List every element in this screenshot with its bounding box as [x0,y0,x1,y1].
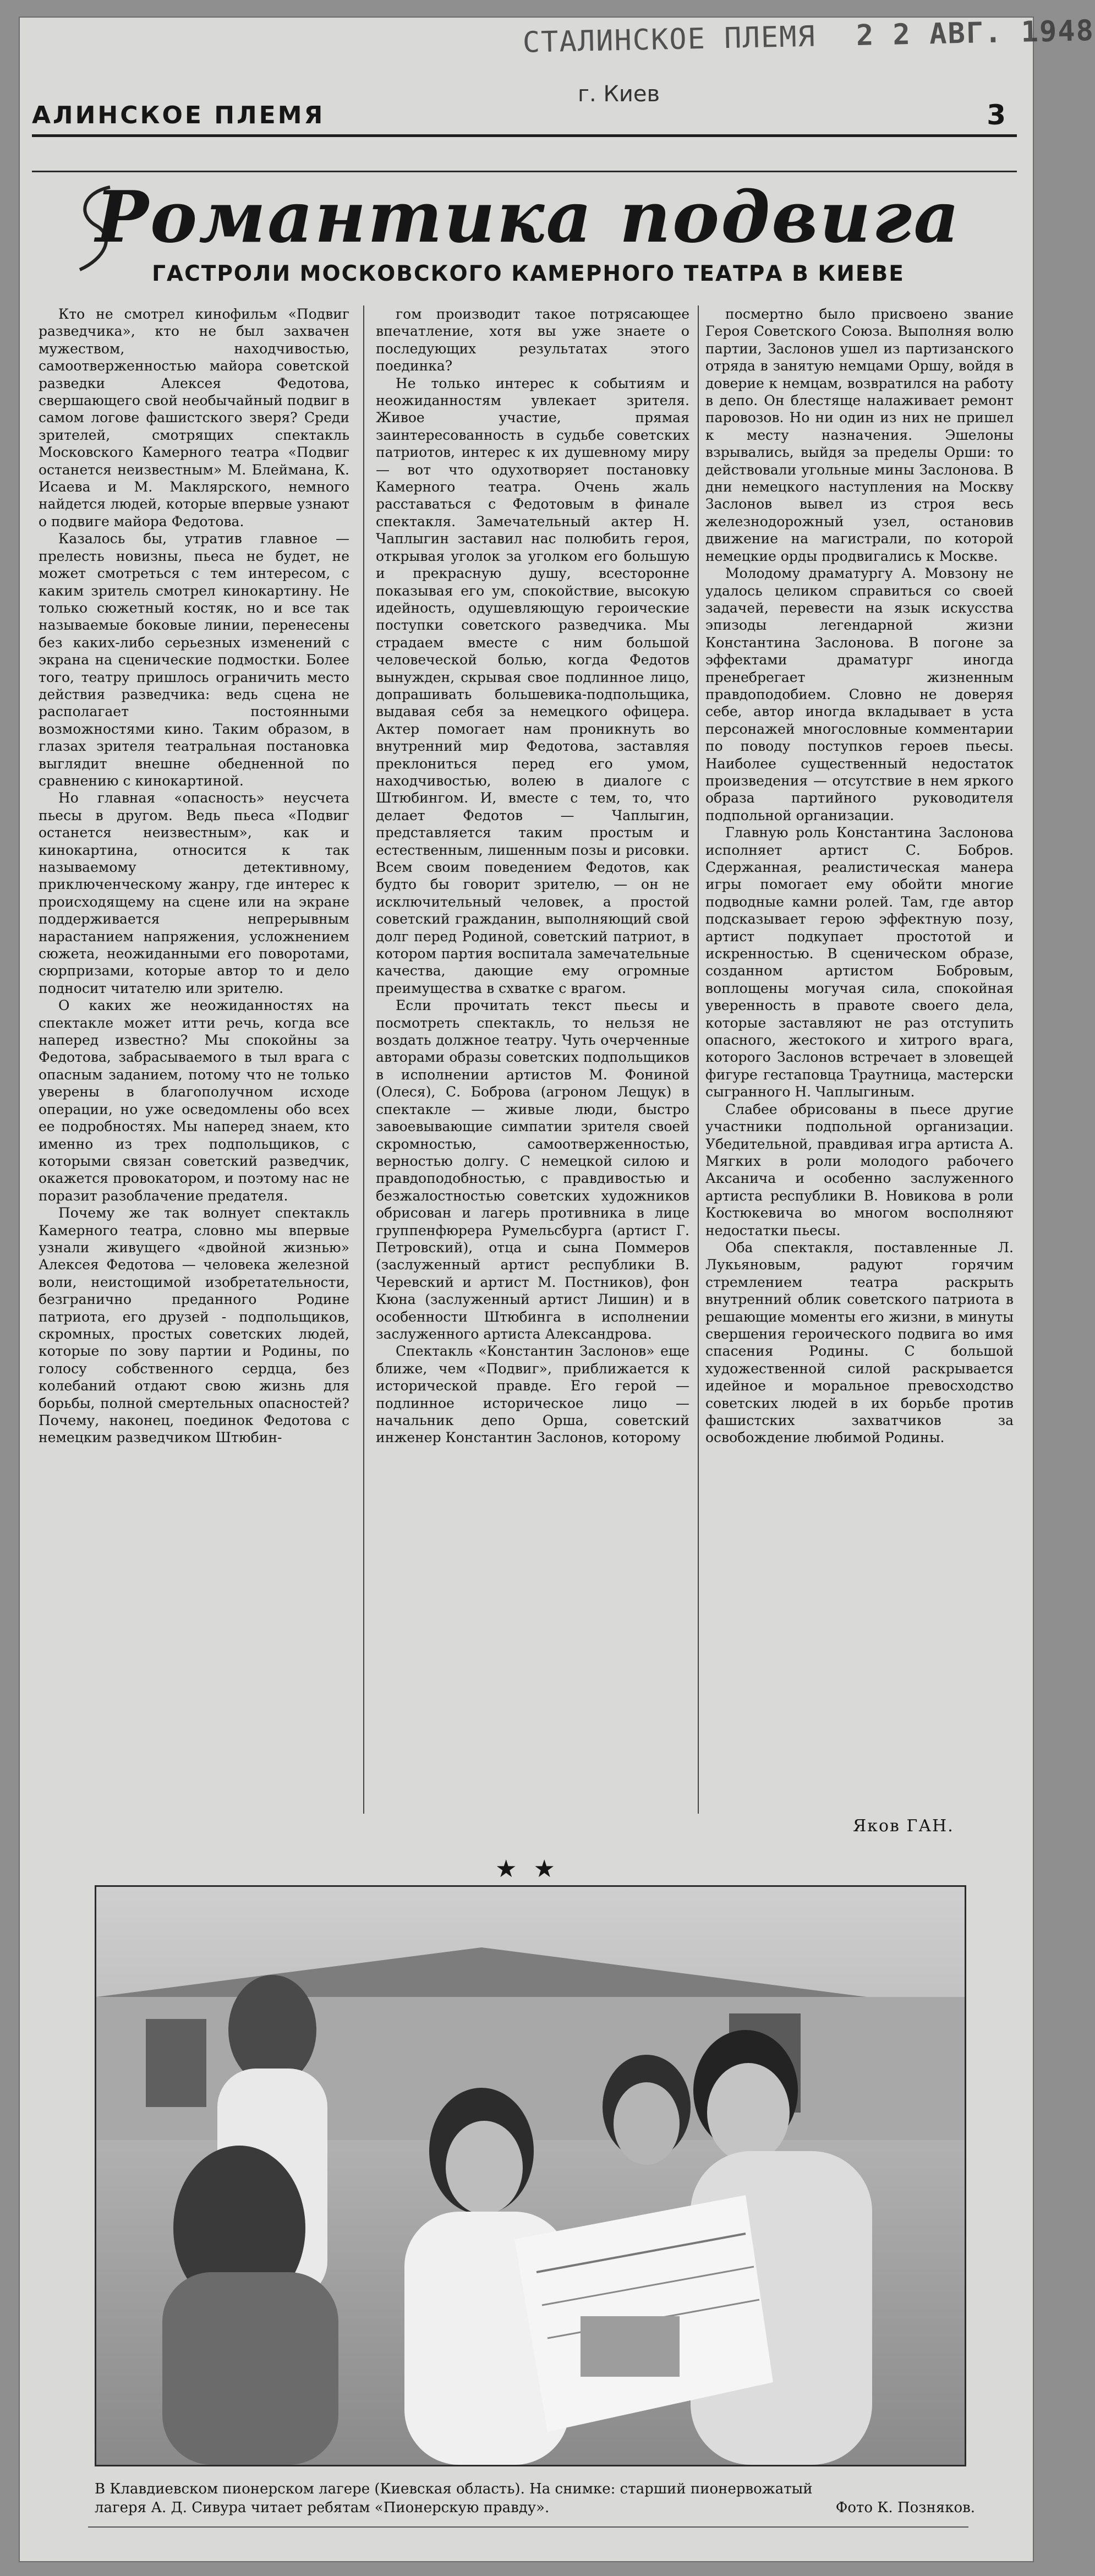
author-signature: Яков ГАН. [853,1816,954,1836]
paragraph: Не только интерес к событиям и неожиданностям увлекает зрителя. Живое участие, прямая заинтересованность в судьбе советских патриотов, интерес к их душевному миру — вот что одухотворяет постановку Камерного театра. Очень жаль расставаться с Федотовым в финале спектакля. Замечательный актер Н. Чаплыгин заставил нас полюбить героя, открывая уголок за уголком его большую и прекрасную душу, всесторонне показывая его ум, спокойствие, высокую идейность, одушевляющую героические поступки советского разведчика. Мы страдаем вместе с ним большой человеческой болью, когда Федотов вынужден, скрывая свое подлинное лицо, допрашивать большевика-подпольщика, выдавая себя за немецкого офицера. Актер помогает нам проникнуть во внутренний мир Федотова, заставляя преклониться перед его умом, находчивостью, волею в диалоге с Штюбингом. И, вместе с тем, то, что делает Федотов — Чаплыгин, представляется таким простым и естественным, лишенным позы и рисовки. Всем своим поведением Федотов, как будто бы говорит зрителю, — он не исключительный человек, а простой советский гражданин, выполняющий свой долг перед Родиной, советский патриот, в котором партия воспитала замечательные качества, дающие ему огромные преимущества в схватке с врагом. [376,375,689,996]
paragraph: Оба спектакля, поставленные Л. Лукьяновым, радуют горячим стремлением театра раскрыть внутренний облик советского патриота в решающие моменты его жизни, в минуты свершения героического подвига во имя спасения Родины. С большой художественной силой раскрывается идейное и моральное превосходство советских людей в их борьбе против фашистских захватчиков за освобождение любимой Родины. [705,1239,1014,1446]
article-headline: Романтика подвига [95,176,961,259]
article-subheading: ГАСТРОЛИ МОСКОВСКОГО КАМЕРНОГО ТЕАТРА В КИЕВЕ [152,261,905,286]
divider [32,171,1017,172]
paragraph: Спектакль «Константин Заслонов» еще ближе, чем «Подвиг», приближается к исторической правде. Его герой — подлинное историческое лицо — начальник депо Орша, советский инженер Константин Заслонов, которому [376,1343,689,1446]
paragraph: Главную роль Константина Заслонова исполняет артист С. Бобров. Сдержанная, реалистическая манера игры помогает ему обойти многие подводные камни ролей. Там, где автор подсказывает герою эффектную позу, артист подкупает простотой и искренностью. В сценическом образе, созданном артистом Бобровым, воплощены могучая сила, спокойная уверенность в правоте своего дела, которые заставляют не раз отступить опасного, жестокого и хитрого врага, которого Заслонов встречает в зловещей фигуре гестаповца Траутница, мастерски сыгранного Н. Чаплыгиным. [705,825,1014,1100]
caption-line: В Клавдиевском пионерском лагере (Киевская область). На снимке: старший пионервожатый [95,2481,813,2497]
newspaper-name: АЛИНСКОЕ ПЛЕМЯ [32,101,325,129]
stamp-city: г. Киев [578,81,660,107]
photo-caption [95,2480,975,2517]
page-number: 3 [987,99,1006,131]
paragraph: Молодому драматургу А. Мовзону не удалось целиком справиться со своей задачей, перевести на язык искусства эпизоды легендарной жизни Константина Заслонова. В погоне за эффектами драматург иногда пренебрегает жизненным правдоподобием. Словно не доверяя себе, автор иногда вкладывает в уста персонажей многословные комментарии по поводу поступков героев пьесы. Наиболее существенный недостаток произведения — отсутствие в нем яркого образа партийного руководителя подпольной организации. [705,565,1014,823]
article-column-3 [705,305,1014,1808]
photo-credit: Фото К. Позняков. [835,2499,975,2516]
paragraph: Если прочитать текст пьесы и посмотреть спектакль, то нельзя не воздать должное театру. Чуть очерченные авторами образы советских подпольщиков в исполнении артистов М. Фониной (Олеся), С. Боброва (агроном Лещук) в спектакле — живые люди, быстро завоевывающие симпатии зрителя своей скромностью, самоотверженностью, верностью долгу. С немецкой силою и правдоподобностью, с правдивостью и безжалостностью советских художников обрисован и лагерь противника в лице группенфюрера Румельсбурга (артист Г. Петровский), отца и сына Поммеров (заслуженный артист республики В. Черевский и артист М. Постников), фон Кюна (заслуженный артист Лишин) и в особенности Штюбинга в исполнении заслуженного артиста Александрова. [376,997,689,1342]
paragraph: Почему же так волнует спектакль Камерного театра, словно мы впервые узнали живущего «двойной жизнью» Алексея Федотова — человека железной воли, неистощимой изобретательности, безгранично преданного Родине патриота, его друзей - подпольщиков, скромных, простых советских людей, которые по зову партии и Родины, по голосу собственного сердца, без колебаний отдают свою жизнь для борьбы, полной смертельных опасностей? Почему, наконец, поединок Федотова с немецким разведчиком Штюбин- [39,1205,349,1446]
stamp-date: 2 2 АВГ. 1948 [856,14,1095,53]
caption-line: лагеря А. Д. Сивура читает ребятам «Пионерскую правду». [95,2499,550,2516]
article-column-2 [376,305,689,1792]
masthead [32,94,1017,137]
paragraph: О каких же неожиданностях на спектакле может итти речь, когда все наперед известно? Мы спокойны за Федотова, забрасываемого в тыл врага с опасным заданием, потому что не только уверены в благополучном исходе операции, но уже осведомлены обо всех ее подробностях. Мы наперед знаем, кто именно из трех подпольщиков, с которыми связан советский разведчик, окажется провокатором, и поэтому нас не поразит разоблачение предателя. [39,997,349,1204]
paragraph: Слабее обрисованы в пьесе другие участники подпольной организации. Убедительной, правдивая игра артиста А. Мягких в роли молодого рабочего Аксанича и особенно заслуженного артиста республики В. Новикова в роли Костюкевича во многом восполняют недостатки пьесы. [705,1101,1014,1238]
column-divider [698,305,699,1814]
paragraph: Кто не смотрел кинофильм «Подвиг разведчика», кто не был захвачен мужеством, находчивостью, самоотверженностью майора советской разведки Алексея Федотова, свершающего свой необычайный подвиг в самом логове фашистского зверя? Среди зрителей, смотрящих спектакль Московского Камерного театра «Подвиг останется неизвестным» М. Блеймана, К. Исаева и М. Маклярского, немного найдется людей, которые впервые узнают о подвиге майора Федотова. [39,306,349,530]
stamp-newspaper-name: СТАЛИНСКОЕ ПЛЕМЯ [522,20,817,59]
divider [88,2526,968,2528]
article-column-1 [39,305,349,1869]
paragraph: гом производит такое потрясающее впечатление, хотя вы уже знаете о последующих результатах этого поединка? [376,306,689,374]
news-photo [95,1885,966,2466]
paragraph: Казалось бы, утратив главное — прелесть новизны, пьеса не будет, не может смотреться с тем интересом, с каким зритель смотрел кинокартину. Не только сюжетный костяк, но и все так называемые боковые линии, перенесены без каких-либо серьезных изменений с экрана на сценические подмостки. Более того, театру пришлось ограничить место действия разведчика: ведь сцена не располагает постоянными возможностями кино. Таким образом, в глазах зрителя театральная постановка выглядит внешне обедненной по сравнению с кинокартиной. [39,531,349,789]
paragraph: посмертно было присвоено звание Героя Советского Союза. Выполняя волю партии, Заслонов ушел из партизанского отряда в занятую немцами Оршу, войдя в доверие к немцам, возвратился на работу в депо. Он блестяще налаживает ремонт паровозов. Но ни один из них не пришел к месту назначения. Эшелоны взрывались, выйдя за пределы Орши: то действовали угольные мины Заслонова. В дни немецкого наступления на Москву Заслонов вывел из строя весь железнодорожный узел, остановив движение на магистрали, по которой немецкие орды продвигались к Москве. [705,306,1014,564]
column-divider [363,305,364,1814]
photo-image [96,1887,965,2465]
section-separator: ★★ [495,1855,572,1883]
paragraph: Но главная «опасность» неусчета пьесы в другом. Ведь пьеса «Подвиг останется неизвестным», как и кинокартина, относится к так называемому детективному, приключенческому жанру, где интерес к происходящему на сцене или на экране поддерживается непрерывным нарастанием напряжения, усложнением сюжета, неожиданными его поворотами, сюрпризами, которые автор то и дело подносит читателю или зрителю. [39,790,349,996]
